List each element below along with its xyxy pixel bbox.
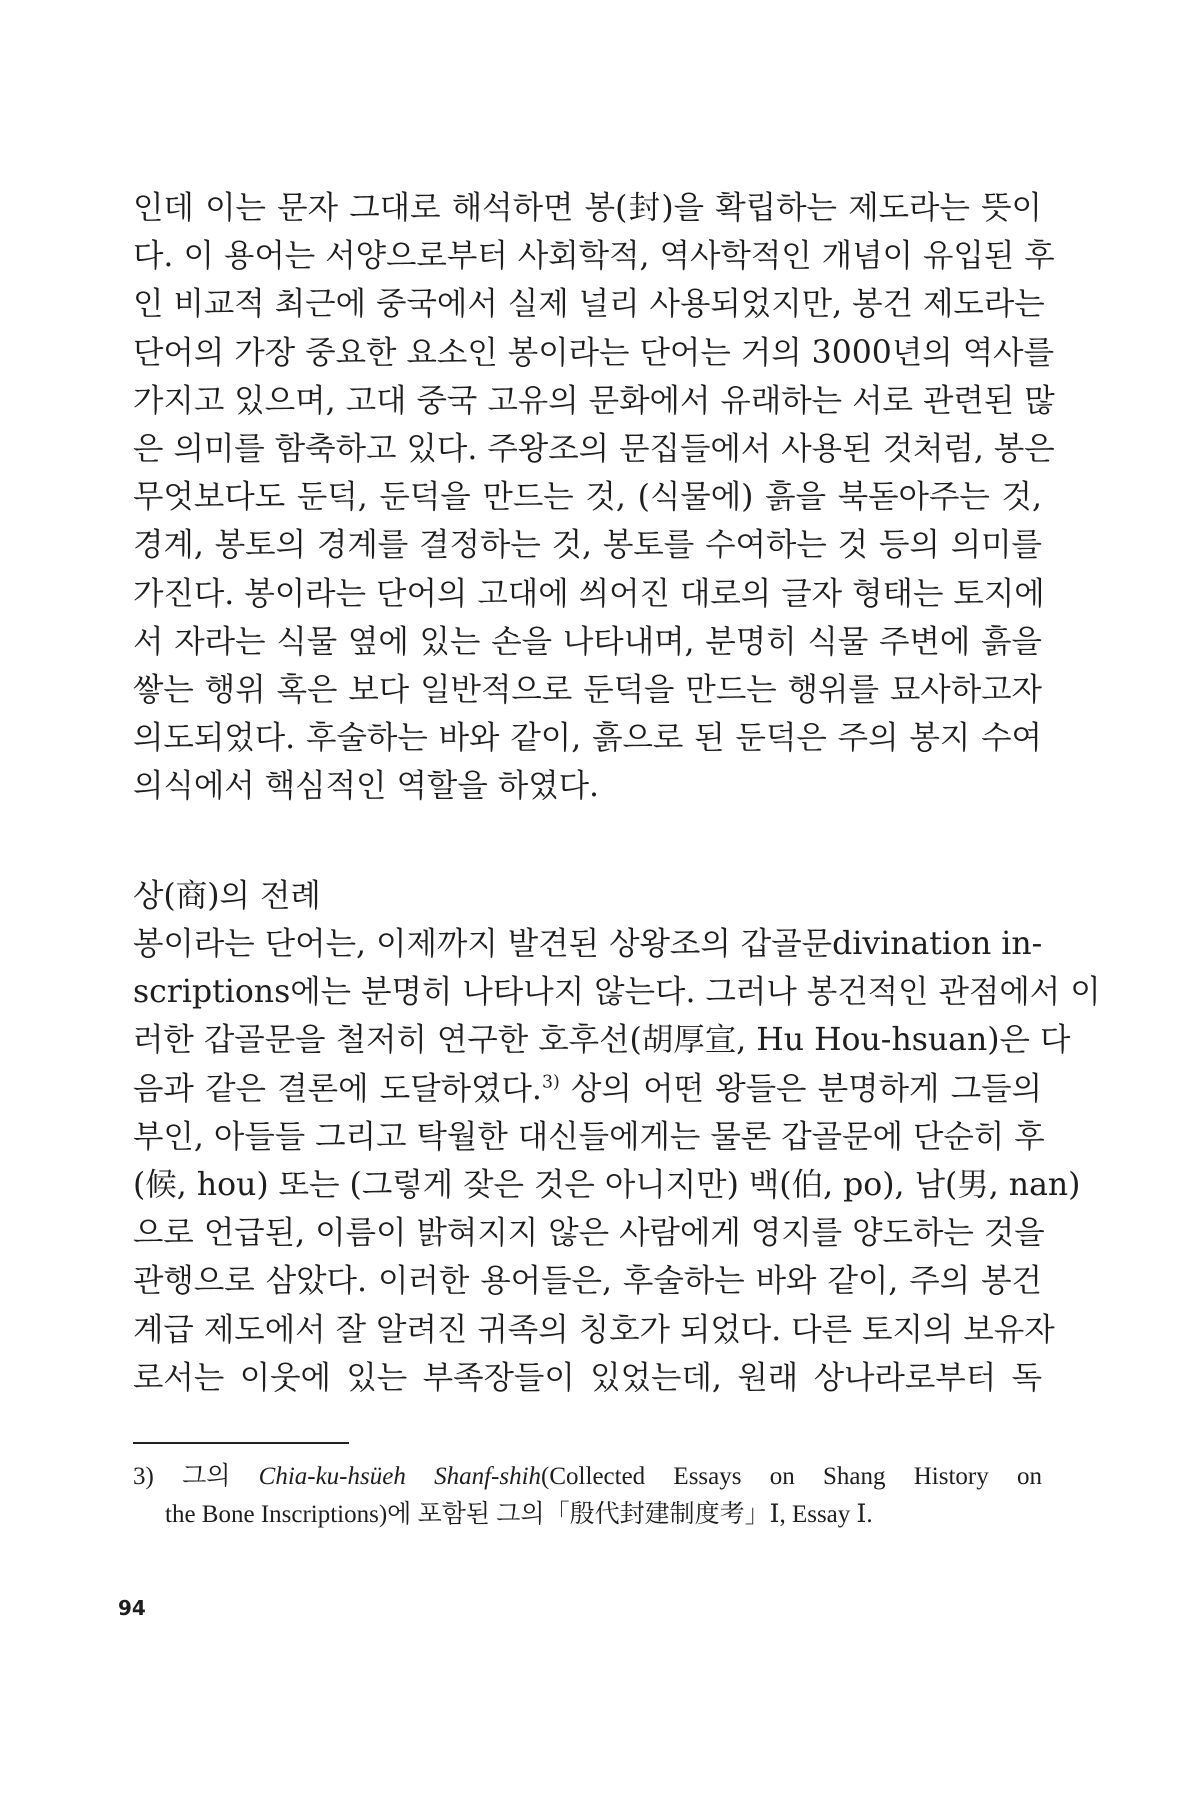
text-segment: 음과 같은 결론에 도달하였다. xyxy=(133,1070,542,1107)
text-line: 쌓는 행위 혹은 보다 일반적으로 둔덕을 만드는 행위를 묘사하고자 xyxy=(133,672,1042,709)
text-line: 부인, 아들들 그리고 탁월한 대신들에게는 물론 갑골문에 단순히 후 xyxy=(133,1118,1045,1155)
text-line: 가지고 있으며, 고대 중국 고유의 문화에서 유래하는 서로 관련된 많 xyxy=(133,382,1055,419)
page-number: 94 xyxy=(118,1596,146,1620)
footnote-marker: 3) 그의 xyxy=(133,1463,259,1490)
text-line xyxy=(133,1065,1042,1113)
text-line: 로서는 이웃에 있는 부족장들이 있었는데, 원래 상나라로부터 독 xyxy=(133,1359,1042,1396)
text-line: 관행으로 삼았다. 이러한 용어들은, 후술하는 바와 같이, 주의 봉건 xyxy=(133,1263,1042,1300)
text-line: 가진다. 봉이라는 단어의 고대에 씌어진 대로의 글자 형태는 토지에 xyxy=(133,575,1045,612)
text-line: 계급 제도에서 잘 알려진 귀족의 칭호가 되었다. 다른 토지의 보유자 xyxy=(133,1311,1055,1348)
text-line: (候, hou) 또는 (그렇게 잦은 것은 아니지만) 백(伯, po), 남(男, nan) xyxy=(133,1167,1081,1204)
text-line: 의식에서 핵심적인 역할을 하였다. xyxy=(133,768,600,805)
text-line: 다. 이 용어는 서양으로부터 사회학적, 역사학적인 개념이 유입된 후 xyxy=(133,238,1055,275)
footnote-line xyxy=(133,1458,1042,1496)
text-line: 인 비교적 최근에 중국에서 실제 널리 사용되었지만, 봉건 제도라는 xyxy=(133,286,1045,323)
paragraph-1 xyxy=(133,184,1055,811)
text-line: 봉이라는 단어는, 이제까지 발견된 상왕조의 갑골문divination in- xyxy=(133,926,1043,962)
text-line: 무엇보다도 둔덕, 둔덕을 만드는 것, (식물에) 흙을 북돋아주는 것, xyxy=(133,479,1042,516)
text-line: 은 의미를 함축하고 있다. 주왕조의 문집들에서 사용된 것처럼, 봉은 xyxy=(133,431,1055,468)
footnote-reference[interactable]: 3) xyxy=(541,1072,560,1093)
text-line: 경계, 봉토의 경계를 결정하는 것, 봉토를 수여하는 것 등의 의미를 xyxy=(133,527,1042,564)
text-line: 서 자라는 식물 옆에 있는 손을 나타내며, 분명히 식물 주변에 흙을 xyxy=(133,623,1042,660)
paragraph-2 xyxy=(133,920,1101,1402)
text-line: 으로 언급된, 이름이 밝혀지지 않은 사람에게 영지를 양도하는 것을 xyxy=(133,1215,1045,1252)
text-line: 러한 갑골문을 철저히 연구한 호후선(胡厚宣, Hu Hou-hsuan)은 다 xyxy=(133,1022,1071,1059)
text-line: scriptions에는 분명히 나타나지 않는다. 그러나 봉건적인 관점에서 이 xyxy=(133,974,1101,1011)
footnote xyxy=(133,1458,1042,1534)
text-line: 단어의 가장 중요한 요소인 봉이라는 단어는 거의 3000년의 역사를 xyxy=(133,334,1054,371)
footnote-line: the Bone Inscriptions)에 포함된 그의「殷代封建制度考」Ⅰ, Essay Ⅰ. xyxy=(165,1501,873,1528)
footnote-title: Chia-ku-hsüeh Shanf-shih xyxy=(258,1463,542,1490)
text-segment: 상의 어떤 왕들은 분명하게 그들의 xyxy=(559,1070,1043,1107)
text-line: 인데 이는 문자 그대로 해석하면 봉(封)을 확립하는 제도라는 뜻이 xyxy=(133,190,1042,226)
text-line: 의도되었다. 후술하는 바와 같이, 흙으로 된 둔덕은 주의 봉지 수여 xyxy=(133,720,1042,757)
footnote-divider xyxy=(133,1442,349,1444)
section-heading: 상(商)의 전례 xyxy=(133,878,321,914)
footnote-text: (Collected Essays on Shang History on xyxy=(541,1463,1042,1490)
